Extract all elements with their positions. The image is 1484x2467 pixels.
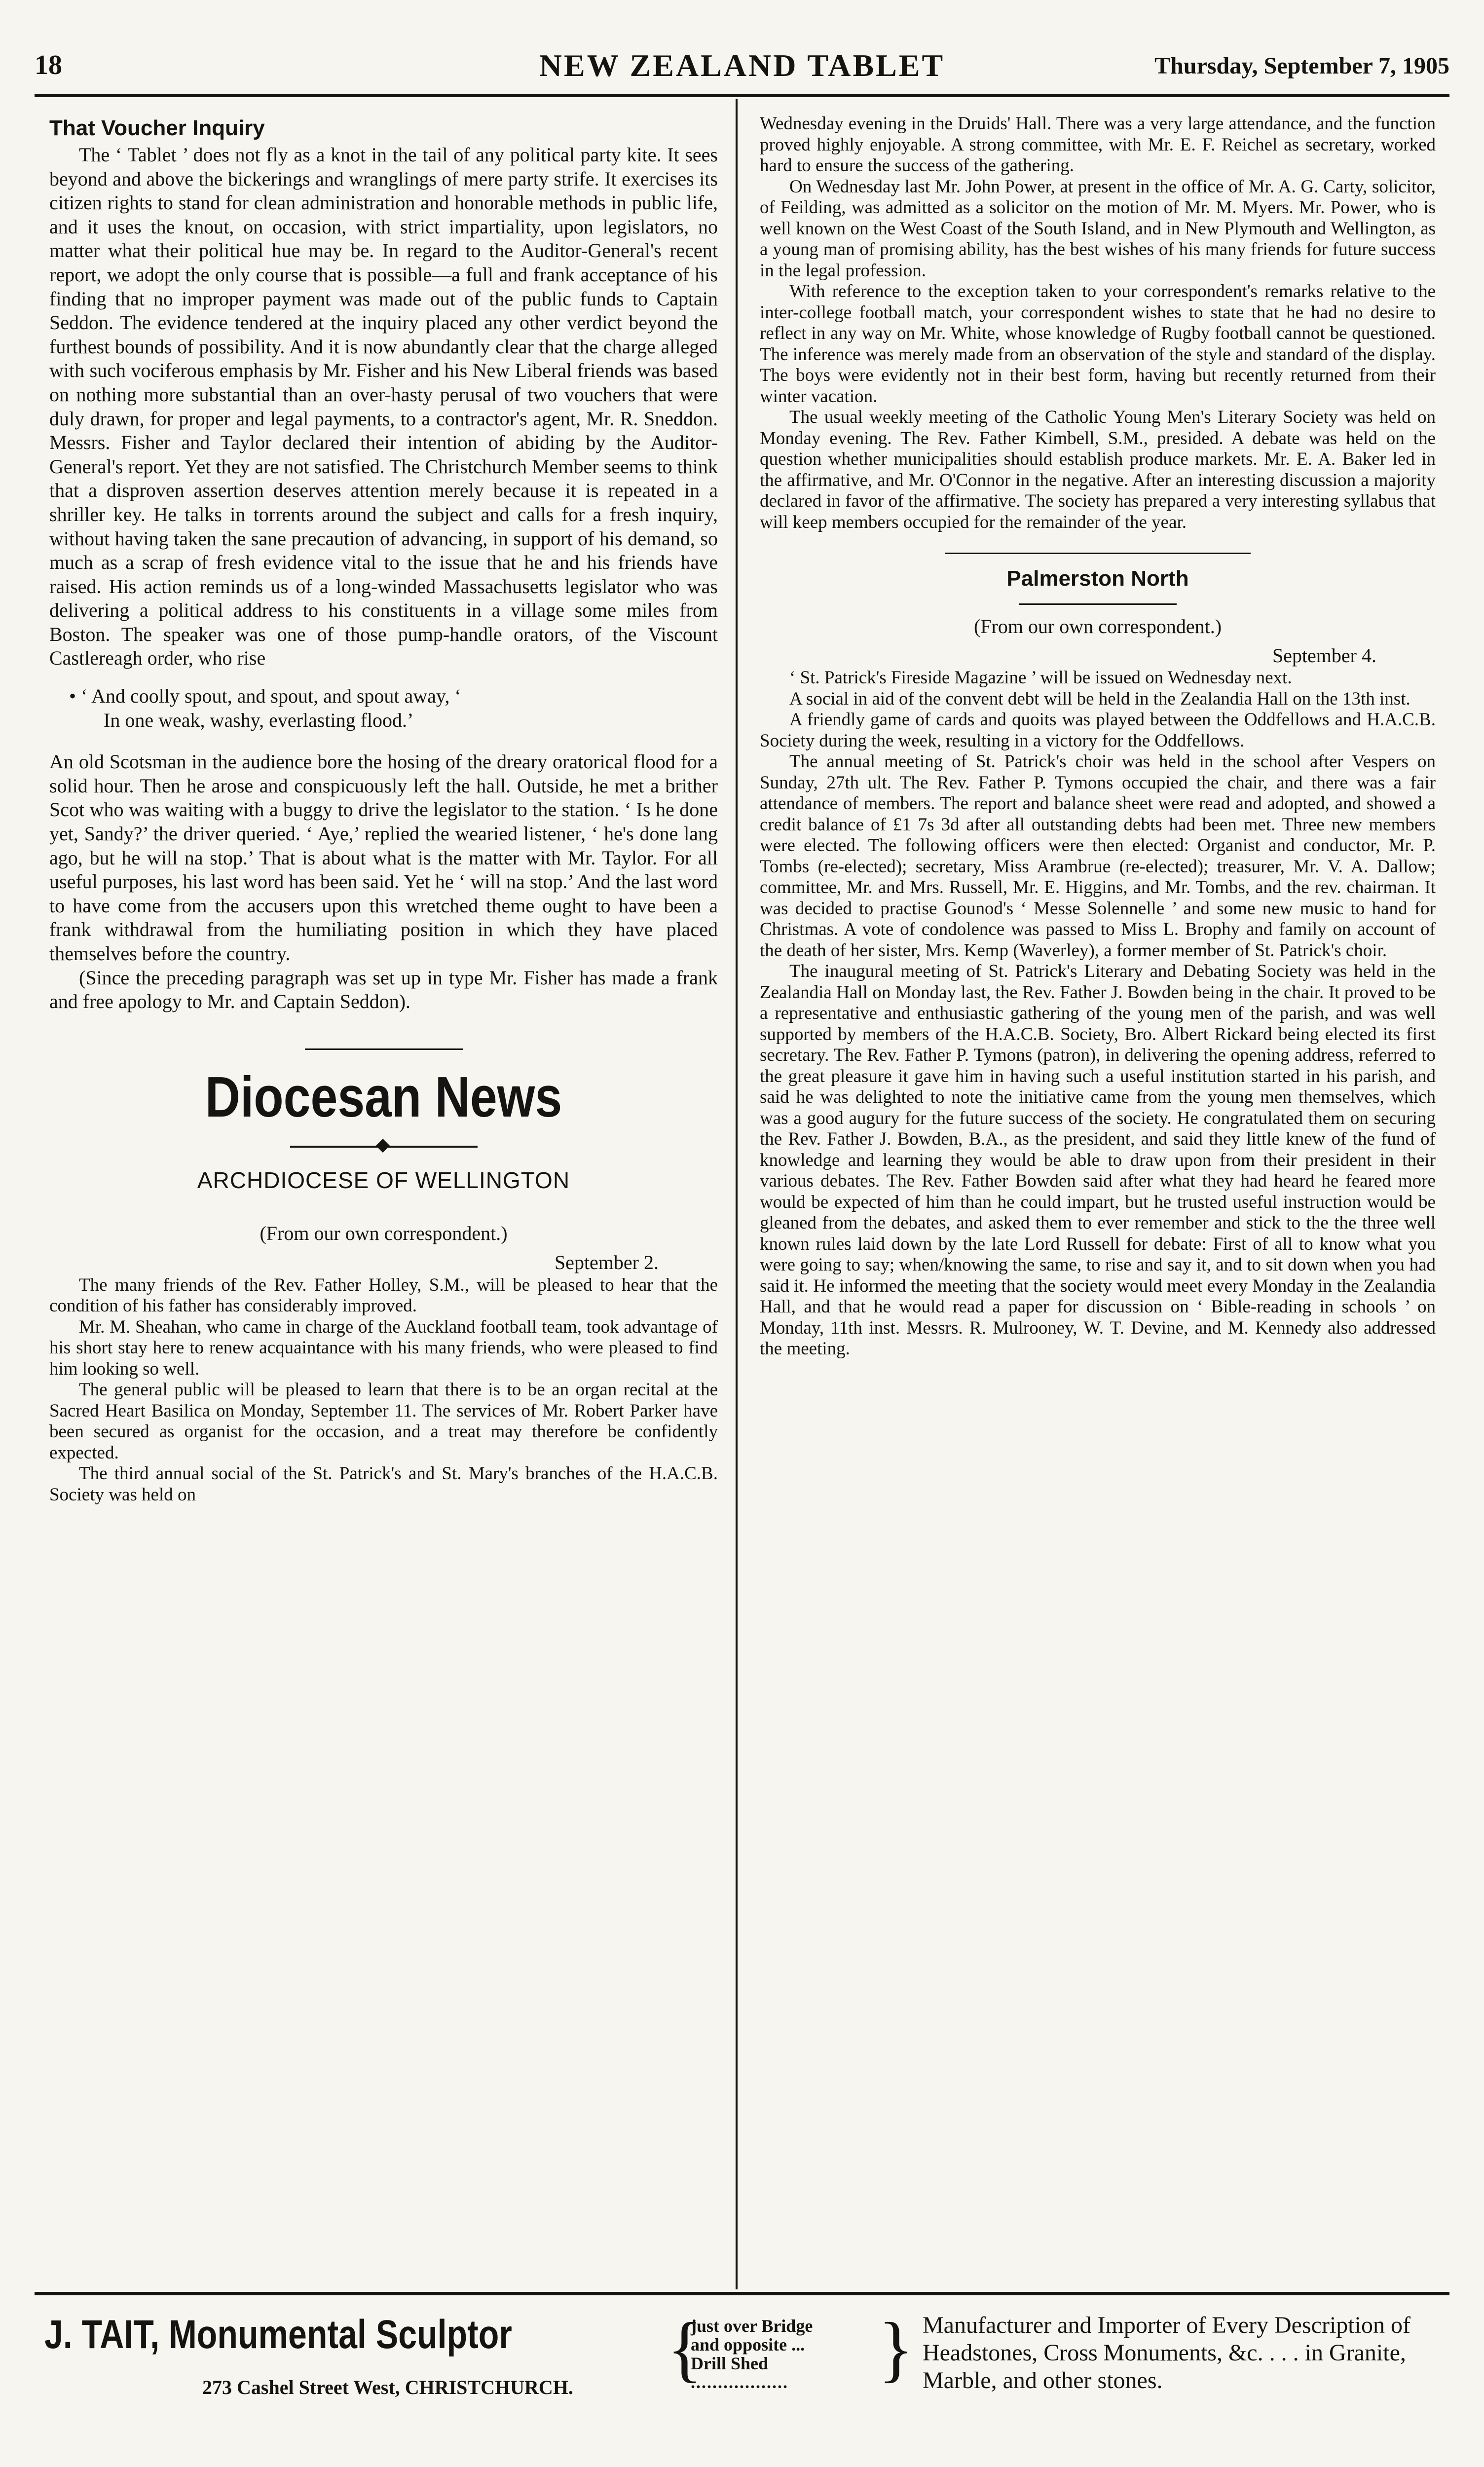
heading-rule — [1019, 603, 1177, 605]
left-brace-icon: { — [667, 2308, 703, 2390]
palmerston-paragraph-5: The inaugural meeting of St. Patrick's Literary and Debating Society was held in the Zealandia Hall on Monday last, the Rev. Father J. Bowden being in the chair. It proved to be a representative and enthusiastic gathering of the young men of the parish, and was well supported by members of the H.A.C.B. Society, Bro. Albert Rickard being elected its first secretary. The Rev. Father P. Tymons (patron), in delivering the opening address, referred to the great pleasure it gave him in having such a useful institution started in his parish, and said he was delighted to note the initiative came from the young men themselves, which was a good augury for the future success of the society. He congratulated them on securing the Rev. Father J. Bowden, B.A., as the president, and said they little knew of the fund of knowledge and learning they would be able to draw upon from their president in their various debates. The Rev. Father Bowden said after what they had heard he feared more would be expected of him than he could impart, but he trusted useful instruction would be gleaned from the debates, and asked them to ever remember and stick to the the three well known rules laid down by the late Lord Russell for debate: First of all to know what you were going to say; when/knowing the same, to rise and say it, and to sit down when you had said it. He informed the meeting that the society would meet every Monday in the Zealandia Hall, and that he would read a paper for discussion on ‘ Bible-reading in schools ’ on Monday, 11th inst. Messrs. R. Mulrooney, W. T. Devine, and M. Kennedy also addressed the meeting. — [760, 961, 1436, 1359]
header-rule — [35, 94, 1449, 97]
right-brace-icon: } — [878, 2308, 914, 2390]
masthead: NEW ZEALAND TABLET — [539, 48, 945, 83]
wellington-cont-paragraph-4: The usual weekly meeting of the Catholic Young Men's Literary Society was held on Monday evening. The Rev. Father Kimbell, S.M., presided. A debate was held on the question whether municipalities should establish produce markets. Mr. E. A. Baker led in the affirmative, and Mr. O'Connor in the negative. After an interesting discussion a majority declared in favor of the affirmative. The society has prepared a very interesting syllabus that will keep members occupied for the remainder of the year. — [760, 407, 1436, 532]
ornament-divider — [290, 1139, 478, 1154]
location-line: .................. — [691, 2372, 788, 2392]
palmerston-paragraph-1: ‘ St. Patrick's Fireside Magazine ’ will be issued on Wednesday next. — [789, 668, 1292, 688]
advert-location — [691, 2317, 813, 2392]
section-rule — [305, 1048, 463, 1050]
advert-description: Manufacturer and Importer of Every Description of Headstones, Cross Monuments, &c. . . . in Granite, Marble, and other stones. — [923, 2312, 1410, 2393]
wellington-cont-paragraph-3: With reference to the exception taken to your correspondent's remarks relative to the inter-college football match, your correspondent wishes to state that he had no desire to reflect in any way on Mr. White, whose knowledge of Rugby football cannot be questioned. The inference was merely made from an observation of the style and standard of the display. The boys were evidently not in their best form, having but recently returned from their winter vacation. — [760, 281, 1436, 407]
page-number: 18 — [35, 50, 62, 80]
advert-name: J. TAIT, Monumental Sculptor — [44, 2312, 512, 2357]
wellington-cont-paragraph-2: On Wednesday last Mr. John Power, at present in the office of Mr. A. G. Carty, solicitor, of Feilding, was admitted as a solicitor on the motion of Mr. M. Myers. Mr. Power, who is well known on the West Coast of the South Island, and in New Plymouth and Wellington, as a young man of promising ability, has the best wishes of his many friends for future success in the legal profession. — [760, 176, 1436, 281]
voucher-quote — [69, 684, 718, 732]
voucher-paragraph-1: The ‘ Tablet ’ does not fly as a knot in the tail of any political party kite. It sees beyond and above the bickerings and wranglings of mere party strife. It exercises its citizen rights to stand for clean administration and honorable methods in public life, and it uses the knout, on occasion, with strict impartiality, upon legislators, no matter what their political hue may be. In regard to the Auditor-General's recent report, we adopt the only course that is possible—a full and frank acceptance of his finding that no improper payment was made out of the public funds to Captain Seddon. The evidence tendered at the inquiry placed any other verdict beyond the furthest bounds of possibility. And it is now abundantly clear that the charge alleged with such vociferous emphasis by Mr. Fisher and his New Liberal friends was based on nothing more substantial than an over-hasty perusal of two vouchers that were duly drawn, for proper and legal payments, to a contractor's agent, Mr. R. Sneddon. Messrs. Fisher and Taylor declared their intention of abiding by the Auditor-General's report. Yet they are not satisfied. The Christchurch Member seems to think that a disproven assertion deserves attention merely because it is repeated in a shriller key. He talks in torrents around the subject and calls for a fresh inquiry, without having taken the sane precaution of advancing, in support of his demand, so much as a scrap of fresh evidence vital to the issue that he and his friends have raised. His action reminds us of a long-winded Massachusetts legislator who was delivering a political address to his constituents in a village some miles from Boston. The speaker was one of those pump-handle orators, of the Viscount Castlereagh order, who rise — [49, 144, 718, 670]
wellington-paragraph-3: The general public will be pleased to learn that there is to be an organ recital at the Sacred Heart Basilica on Monday, September 11. The services of Mr. Robert Parker have been secured as organist for the occasion, and a treat may therefore be confidently expected. — [49, 1380, 718, 1463]
advertisement — [44, 2307, 1449, 2420]
issue-date: Thursday, September 7, 1905 — [1154, 53, 1449, 79]
right-column — [760, 113, 1436, 1360]
wellington-cont-paragraph-1: Wednesday evening in the Druids' Hall. There was a very large attendance, and the function proved highly enjoyable. A strong committee, with Mr. E. F. Reichel as secretary, worked hard to ensure the success of the gathering. — [760, 113, 1436, 176]
advert-address: 273 Cashel Street West, CHRISTCHURCH. — [202, 2376, 573, 2398]
archdiocese-heading: ARCHDIOCESE OF WELLINGTON — [197, 1167, 570, 1193]
quote-line-1: • ‘ And coolly spout, and spout, and spout away, ‘ — [69, 685, 461, 708]
location-line: just over Bridge — [691, 2316, 813, 2336]
palmerston-heading: Palmerston North — [1006, 566, 1189, 591]
location-line: Drill Shed — [691, 2354, 769, 2373]
quote-line-2: In one weak, washy, everlasting flood.’ — [104, 709, 414, 731]
wellington-paragraph-1: The many friends of the Rev. Father Holley, S.M., will be pleased to hear that the condition of his father has considerably improved. — [49, 1274, 718, 1316]
footer-rule — [35, 2292, 1449, 2295]
column-divider — [736, 99, 738, 2289]
left-column — [49, 113, 718, 1505]
correspondent-line: (From our own correspondent.) — [973, 615, 1222, 637]
wellington-paragraph-4: The third annual social of the St. Patrick's and St. Mary's branches of the H.A.C.B. Society was held on — [49, 1463, 718, 1505]
dateline: September 4. — [1272, 644, 1376, 667]
palmerston-paragraph-2: A social in aid of the convent debt will be held in the Zealandia Hall on the 13th inst. — [789, 688, 1410, 709]
wellington-paragraph-2: Mr. M. Sheahan, who came in charge of the Auckland football team, took advantage of his short stay here to renew acquaintance with his many friends, who were pleased to find him looking so well. — [49, 1316, 718, 1379]
correspondent-line: (From our own correspondent.) — [260, 1222, 508, 1245]
diocesan-news-title: Diocesan News — [205, 1064, 562, 1129]
location-line: and opposite ... — [691, 2335, 805, 2355]
palmerston-paragraph-4: The annual meeting of St. Patrick's choir was held in the school after Vespers on Sunday, 27th ult. The Rev. Father P. Tymons occupied the chair, and there was a fair attendance of members. The report and balance sheet were read and adopted, and showed a credit balance of £1 7s 3d after all outstanding debts had been met. Three new members were elected. The following officers were then elected: Organist and conductor, Mr. P. Tombs (re-elected); secretary, Miss Arambrue (re-elected); treasurer, Mr. V. A. Dallow; committee, Mr. and Mrs. Russell, Mr. E. Higgins, and Mr. Tombs, and the rev. chairman. It was decided to practise Gounod's ‘ Messe Solennelle ’ and some new music to hand for Christmas. A vote of condolence was passed to Miss L. Brophy and family on account of the death of her sister, Mrs. Kemp (Waverley), a former member of St. Patrick's choir. — [760, 751, 1436, 961]
voucher-paragraph-2: An old Scotsman in the audience bore the hosing of the dreary oratorical flood for a solid hour. Then he arose and conspicuously left the hall. Outside, he met a brither Scot who was waiting with a buggy to drive the legislator to the station. ‘ Is he done yet, Sandy?’ the driver queried. ‘ Aye,’ replied the wearied listener, ‘ he's done lang ago, but he will na stop.’ That is about what is the matter with Mr. Taylor. For all useful purposes, his last word has been said. Yet he ‘ will na stop.’ And the last word to have come from the accusers upon this wretched theme ought to have been a frank withdrawal from the humiliating position in which they have placed themselves before the country. — [49, 750, 718, 965]
page-header — [35, 47, 1449, 87]
palmerston-paragraph-3: A friendly game of cards and quoits was played between the Oddfellows and H.A.C.B. Society during the week, resulting in a victory for the Oddfellows. — [760, 710, 1436, 751]
section-rule — [945, 553, 1251, 554]
dateline: September 2. — [554, 1251, 659, 1273]
voucher-paragraph-3: (Since the preceding paragraph was set up in type Mr. Fisher has made a frank and free apology to Mr. and Captain Seddon). — [49, 966, 718, 1013]
voucher-heading: That Voucher Inquiry — [49, 116, 265, 140]
